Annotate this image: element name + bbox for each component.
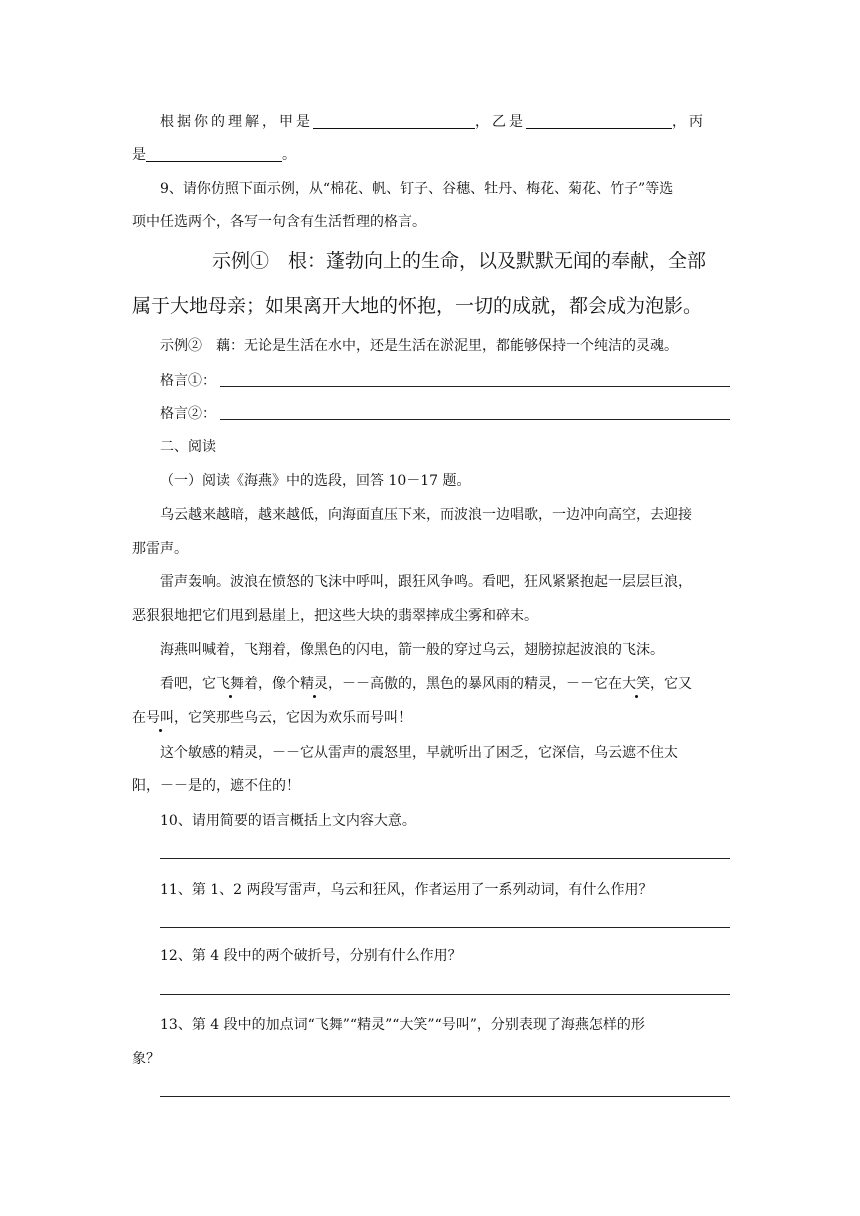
fill-blank-line2-end: 。 [282,147,296,163]
passage-p2-line-1: 雷声轰响。波浪在愤怒的飞沫中呼叫，跟狂风争鸣。看吧，狂风紧紧抱起一层层巨浪， [160,574,692,590]
example1-line-1: 示例① 根：蓬勃向上的生命，以及默默无闻的奉献，全部 [212,250,707,272]
question-13-line-2: 象？ [132,1051,160,1067]
p4-dotted-haojiao: 号叫 [146,710,174,726]
example2: 示例② 藕：无论是生活在水中，还是生活在淤泥里，都能够保持一个纯洁的灵魂。 [160,338,678,354]
motto2-answer-line[interactable] [220,419,730,420]
q11-answer-line[interactable] [160,927,730,928]
motto2-label: 格言②： [160,406,216,422]
question-12: 12、第 4 段中的两个破折号，分别有什么作用？ [160,948,462,964]
p4-text-c: ，－－高傲的，黑色的暴风雨的精灵，－－它在 [328,676,622,692]
question-10: 10、请用简要的语言概括上文内容大意。 [160,813,416,829]
p4-dotted-feiwu: 飞舞 [216,676,244,692]
passage-p4-line-2 [132,708,412,728]
p4-dotted-daxiao: 大笑 [622,676,650,692]
p4-text-e: 在 [132,710,146,726]
blank-yi[interactable] [526,114,672,129]
passage-p5-line-1: 这个敏感的精灵，－－它从雷声的震怒里，早就听出了困乏，它深信，乌云遮不住太 [160,745,678,761]
q9-line-2: 项中任选两个，各写一句含有生活哲理的格言。 [132,214,426,230]
p4-text-d: ，它又 [650,676,692,692]
p4-text-a: 看吧，它 [160,676,216,692]
section2-title: 二、阅读 [160,439,216,455]
section2-intro: （一）阅读《海燕》中的选段，回答 10－17 题。 [160,473,471,489]
motto1-answer-line[interactable] [220,386,730,387]
p4-text-f: ，它笑那些乌云，它因为欢乐而号叫！ [174,710,412,726]
fill-blank-line-1 [160,112,706,132]
fill-blank-line-2 [132,145,296,165]
passage-p3: 海燕叫喊着，飞翔着，像黑色的闪电，箭一般的穿过乌云，翅膀掠起波浪的飞沫。 [160,642,664,658]
blank-bing[interactable] [146,147,282,162]
example1-line-2: 属于大地母亲；如果离开大地的怀抱，一切的成就，都会成为泡影。 [132,295,703,317]
q9-line-1: 9、请你仿照下面示例，从“棉花、帆、钉子、谷穗、牡丹、梅花、菊花、竹子”等选 [160,181,674,197]
question-11: 11、第 1、2 两段写雷声，乌云和狂风，作者运用了一系列动词，有什么作用？ [160,882,653,898]
fill-blank-prefix: 根据你的理解，甲是 [160,114,313,130]
passage-p2-line-2: 恶狠狠地把它们甩到悬崖上，把这些大块的翡翠摔成尘雾和碎末。 [132,608,538,624]
p4-text-b: 着，像个 [244,676,300,692]
question-13-line-1: 13、第 4 段中的加点词“飞舞”“精灵”“大笑”“号叫”，分别表现了海燕怎样的形 [160,1017,645,1033]
q13-answer-line[interactable] [160,1096,730,1097]
fill-blank-line2-prefix: 是 [132,147,146,163]
passage-p1-line-2: 那雷声。 [132,541,188,557]
motto1-label: 格言①： [160,373,216,389]
q10-answer-line[interactable] [160,858,730,859]
passage-p4-line-1 [160,674,692,694]
blank-jia[interactable] [313,114,475,129]
p4-dotted-jingling: 精灵 [300,676,328,692]
fill-blank-sep2: ，丙 [672,114,706,130]
q12-answer-line[interactable] [160,994,730,995]
passage-p1-line-1: 乌云越来越暗，越来越低，向海面直压下来，而波浪一边唱歌，一边冲向高空，去迎接 [160,507,692,523]
passage-p5-line-2: 阳，－－是的，遮不住的！ [132,778,300,794]
fill-blank-sep1: ，乙是 [475,114,526,130]
